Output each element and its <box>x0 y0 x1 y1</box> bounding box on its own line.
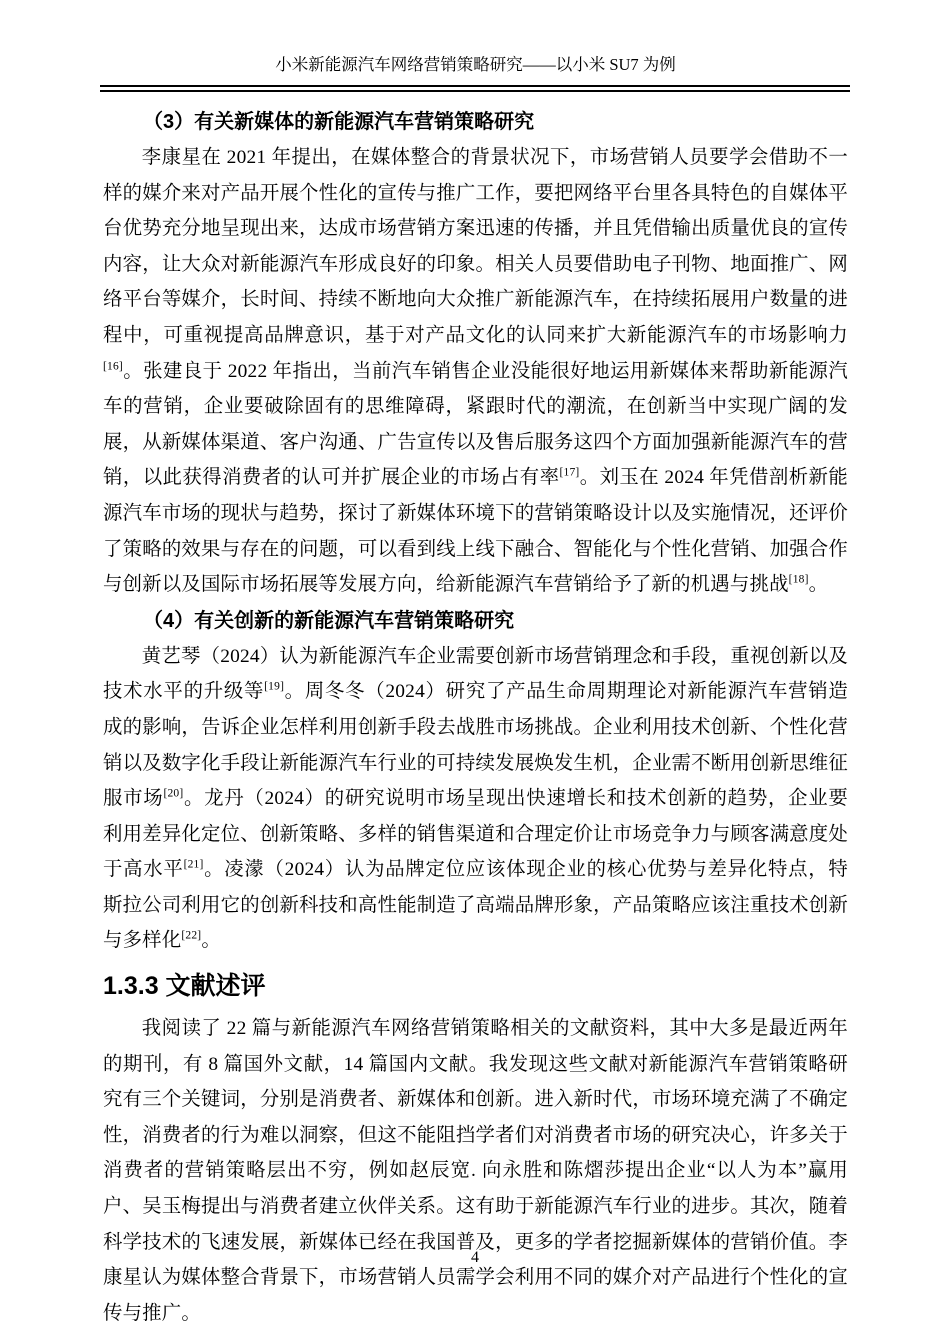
header-divider <box>100 85 850 92</box>
paragraph-innovation-strategy: 黄艺琴（2024）认为新能源汽车企业需要创新市场营销理念和手段，重视创新以及技术水平的升级等[19]。周冬冬（2024）研究了产品生命周期理论对新能源汽车营销造成的影响，告诉企业怎样利用创新手段去战胜市场挑战。企业利用技术创新、个性化营销以及数字化手段让新能源汽车行业的可持续发展焕发生机，企业需不断用创新思维征服市场[20]。龙丹（2024）的研究说明市场呈现出快速增长和技术创新的趋势，企业要利用差异化定位、创新策略、多样的销售渠道和合理定价让市场竞争力与顾客满意度处于高水平[21]。凌濛（2024）认为品牌定位应该体现企业的核心优势与差异化特点，特斯拉公司利用它的创新科技和高性能制造了高端品牌形象，产品策略应该注重技术创新与多样化[22]。 <box>103 645 848 952</box>
paragraph-literature-review: 我阅读了 22 篇与新能源汽车网络营销策略相关的文献资料，其中大多是最近两年的期刊，有 8 篇国外文献，14 篇国内文献。我发现这些文献对新能源汽车营销策略研究有三个关键词，分别是消费者、新媒体和创新。进入新时代，市场环境充满了不确定性，消费者的行为难以洞察，但这不能阻挡学者们对消费者市场的研究决心，许多关于消费者的营销策略层出不穷，例如赵辰宽. 向永胜和陈熠莎提出企业“以人为本”赢用户、吴玉梅提出与消费者建立伙伴关系。这有助于新能源汽车行业的进步。其次，随着科学技术的飞速发展，新媒体已经在我国普及，更多的学者挖掘新媒体的营销价值。李康星认为媒体整合背景下，市场营销人员需学会利用不同的媒介对产品进行个性化的宣传与推广。 <box>103 1018 848 1324</box>
running-header-title: 小米新能源汽车网络营销策略研究——以小米 SU7 为例 <box>275 55 676 74</box>
heading-new-media-strategy: （3）有关新媒体的新能源汽车营销策略研究 <box>143 111 535 133</box>
heading-innovation-strategy: （4）有关创新的新能源汽车营销策略研究 <box>143 609 515 632</box>
page-number: 4 <box>471 1249 479 1266</box>
paragraph-new-media-strategy: 李康星在 2021 年提出，在媒体整合的背景状况下，市场营销人员要学会借助不一样的媒介来对产品开展个性化的宣传与推广工作，要把网络平台里各具特色的自媒体平台优势充分地呈现出来，达成市场营销方案迅速的传播，并且凭借输出质量优良的宣传内容，让大众对新能源汽车形成良好的印象。相关人员要借助电子刊物、地面推广、网络平台等媒介，长时间、持续不断地向大众推广新能源汽车，在持续拓展用户数量的进程中，可重视提高品牌意识，基于对产品文化的认同来扩大新能源汽车的市场影响力[16]。张建良于 2022 年指出，当前汽车销售企业没能很好地运用新媒体来帮助新能源汽车的营销，企业要破除固有的思维障碍，紧跟时代的潮流，在创新当中实现广阔的发展，从新媒体渠道、客户沟通、广告宣传以及售后服务这四个方面加强新能源汽车的营销，以此获得消费者的认可并扩展企业的市场占有率[17]。刘玉在 2024 年凭借剖析新能源汽车市场的现状与趋势，探讨了新媒体环境下的营销策略设计以及实施情况，还评价了策略的效果与存在的问题，可以看到线上线下融合、智能化与个性化营销、加强合作与创新以及国际市场拓展等发展方向，给新能源汽车营销给予了新的机遇与挑战[18]。 <box>103 147 848 596</box>
section-heading-literature-review: 1.3.3 文献述评 <box>103 972 266 1001</box>
document-body <box>103 104 848 1331</box>
